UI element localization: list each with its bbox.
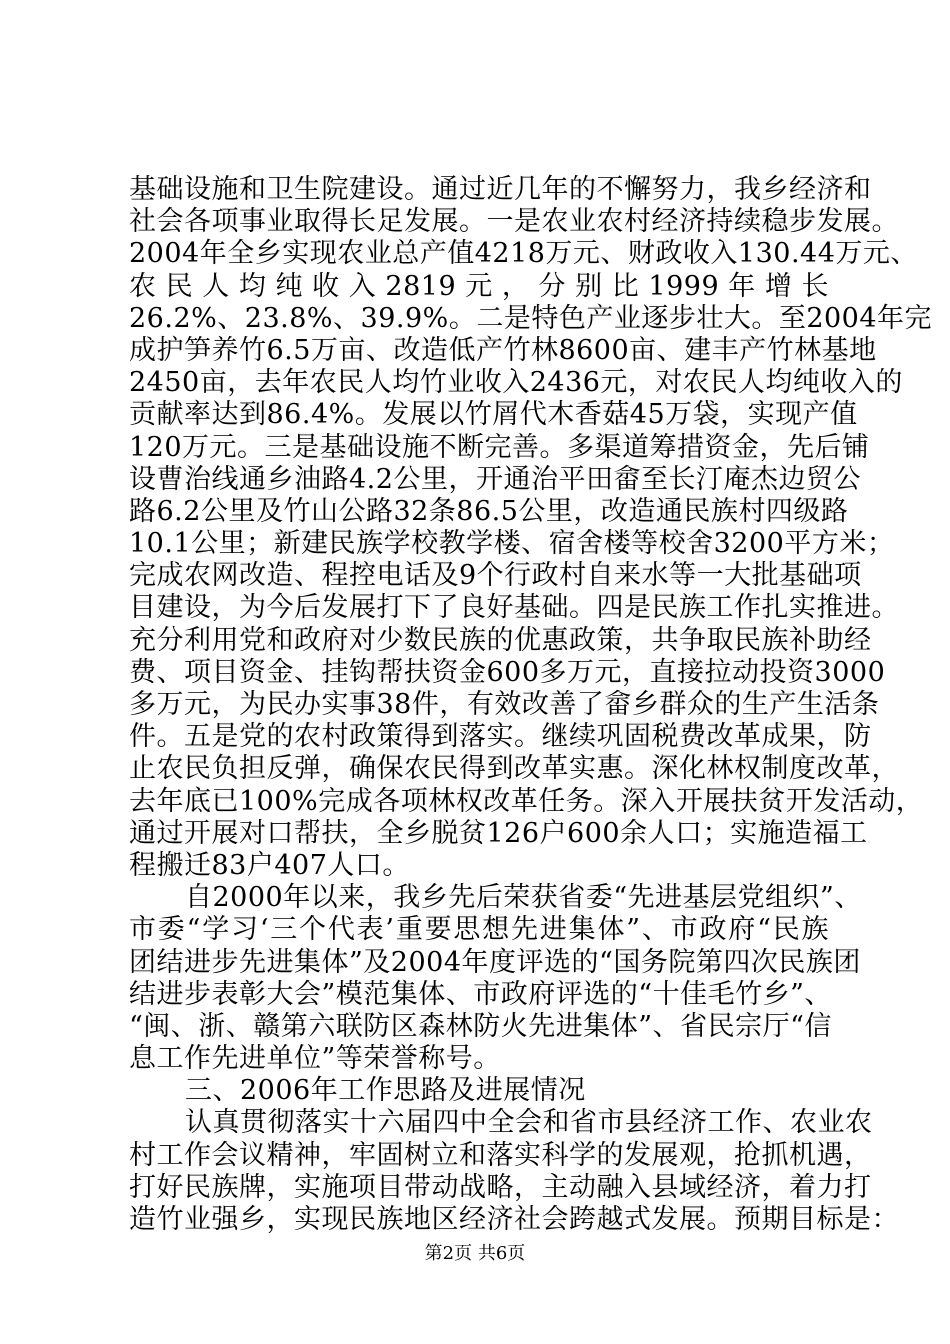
text-line: 结进步表彰大会”模范集体、市政府评选的“十佳毛竹乡”、 [129, 978, 832, 1010]
text-line: 完成农网改造、程控电话及9个行政村自来水等一大批基础项 [129, 560, 862, 592]
text-line: “闽、浙、赣第六联防区森林防火先进集体”、省民宗厅“信 [129, 1010, 832, 1042]
text-line: 目建设，为今后发展打下了良好基础。四是民族工作扎实推进。 [129, 592, 899, 624]
text-line: 多万元，为民办实事38件，有效改善了畲乡群众的生产生活条 [129, 689, 880, 720]
text-line: 造竹业强乡，实现民族地区经济社会跨越式发展。预期目标是： [129, 1204, 899, 1235]
document-body [129, 174, 933, 1236]
text-line: 农 民 人 均 纯 收 入 2819 元 ， 分 别 比 1999 年 增 长 [129, 270, 829, 302]
text-line: 费、项目资金、挂钩帮扶资金600多万元，直接拉动投资3000 [129, 656, 886, 688]
page-number-footer: 第2页 共6页 [424, 1243, 526, 1264]
paragraph-start-line: 自2000年以来，我乡先后荣获省委“先进基层党组织”、 [185, 882, 862, 914]
paragraph-start-line: 认真贯彻落实十六届四中全会和省市县经济工作、农业农 [185, 1107, 873, 1139]
text-line: 件。五是党的农村政策得到落实。继续巩固税费改革成果，防 [129, 721, 872, 753]
text-line: 去年底已100%完成各项林权改革任务。深入开展扶贫开发活动， [129, 785, 924, 817]
text-line: 通过开展对口帮扶，全乡脱贫126户600余人口；实施造福工 [129, 817, 868, 849]
text-line: 26.2%、23.8%、39.9%。二是特色产业逐步壮大。至2004年完 [129, 302, 933, 334]
text-line: 止农民负担反弹，确保农民得到改革实惠。深化林权制度改革， [129, 753, 899, 785]
text-line: 社会各项事业取得长足发展。一是农业农村经济持续稳步发展。 [129, 206, 899, 238]
text-line: 设曹治线通乡油路4.2公里，开通治平田畲至长汀庵杰边贸公 [129, 463, 861, 495]
text-line: 村工作会议精神，牢固树立和落实科学的发展观，抢抓机遇， [129, 1139, 872, 1171]
text-line: 2450亩，去年农民人均竹业收入2436元，对农民人均纯收入的 [129, 367, 903, 399]
text-line: 打好民族牌，实施项目带动战略，主动融入县域经济，着力打 [129, 1171, 872, 1203]
section-heading: 三、2006年工作思路及进展情况 [185, 1075, 586, 1107]
text-line: 120万元。三是基础设施不断完善。多渠道筹措资金，先后铺 [129, 431, 870, 463]
text-line: 息工作先进单位”等荣誉称号。 [129, 1043, 501, 1075]
text-line: 充分利用党和政府对少数民族的优惠政策，共争取民族补助经 [129, 624, 872, 656]
text-line: 基础设施和卫生院建设。通过近几年的不懈努力，我乡经济和 [129, 174, 872, 205]
text-line: 10.1公里；新建民族学校教学楼、宿舍楼等校舍3200平方米； [129, 528, 895, 560]
text-line: 团结进步先进集体”及2004年度评选的“国务院第四次民族团 [129, 946, 861, 978]
text-line: 程搬迁83户407人口。 [129, 849, 410, 881]
text-line: 贡献率达到86.4%。发展以竹屑代木香菇45万袋，实现产值 [129, 399, 858, 431]
text-line: 路6.2公里及竹山公路32条86.5公里，改造通民族村四级路 [129, 495, 849, 527]
text-line: 市委“学习‘三个代表’重要思想先进集体”、市政府“民族 [129, 914, 829, 946]
text-line: 2004年全乡实现农业总产值4218万元、财政收入130.44万元、 [129, 238, 918, 270]
text-line: 成护笋养竹6.5万亩、改造低产竹林8600亩、建丰产竹林基地 [129, 334, 877, 366]
